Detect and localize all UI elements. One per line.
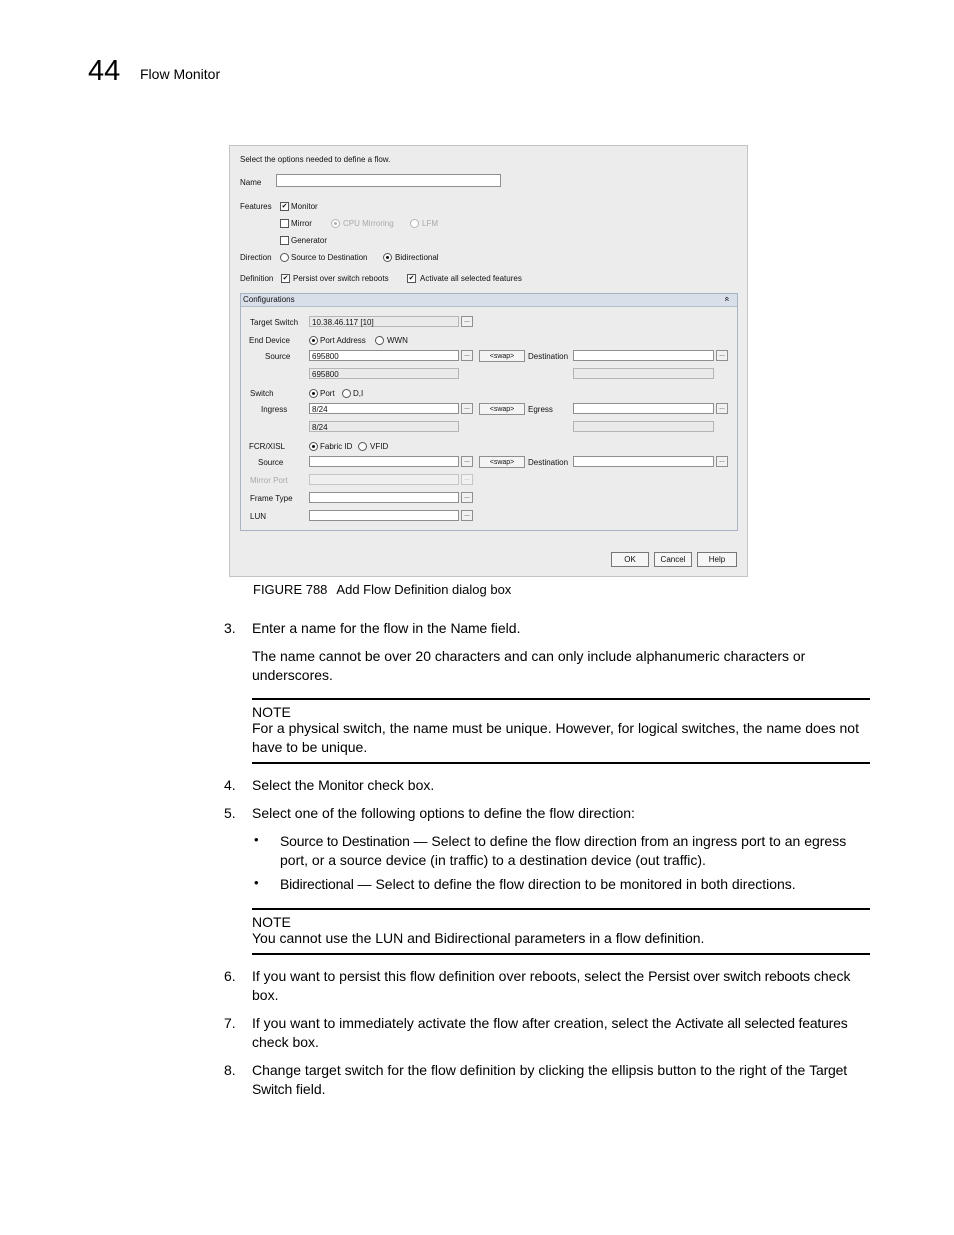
bullet: •: [254, 832, 259, 847]
bullet-bidirectional: Bidirectional — Select to define the flow direction to be monitored in both directions.: [280, 876, 796, 892]
fabric-id-label: Fabric ID: [320, 442, 353, 451]
swap-button[interactable]: <swap>: [479, 403, 525, 415]
cpu-mirroring-radio: [331, 219, 340, 228]
note-text: For a physical switch, the name must be unique. However, for logical switches, the name does not have to be unique.: [252, 720, 859, 755]
swap-button[interactable]: <swap>: [479, 456, 525, 468]
switch-label: Switch: [250, 389, 274, 398]
dialog-intro: Select the options needed to define a flow.: [240, 155, 391, 164]
source-input[interactable]: 695800: [309, 350, 459, 361]
fcr-source-ellipsis-button[interactable]: ...: [461, 456, 473, 467]
add-flow-definition-dialog: [229, 145, 748, 577]
frame-type-ellipsis-button[interactable]: ...: [461, 492, 473, 503]
note-bottom-rule: [252, 762, 870, 764]
step-number: 6.: [224, 968, 236, 984]
bullet-source-to-destination: Source to Destination — Select to define the flow direction from an ingress port to an egress port, or a source device (in traffic) to a destination device (out traffic).: [280, 833, 847, 868]
step-number: 4.: [224, 777, 236, 793]
port-address-label: Port Address: [320, 336, 366, 345]
activate-checkbox[interactable]: ✔: [408, 275, 415, 282]
destination-label: Destination: [528, 352, 569, 361]
fcr-source-label: Source: [258, 458, 284, 467]
source-to-destination-label: Source to Destination: [291, 253, 368, 262]
cpu-mirroring-label: CPU Mirroring: [343, 219, 394, 228]
step-3-text: Enter a name for the flow in the Name field.: [252, 620, 521, 636]
bidirectional-label: Bidirectional: [395, 253, 439, 262]
lun-input[interactable]: [309, 510, 459, 521]
help-button[interactable]: Help: [697, 552, 737, 567]
ingress-input[interactable]: 8/24: [309, 403, 459, 414]
ingress-resolved-field: 8/24: [309, 421, 459, 432]
wwn-radio[interactable]: [375, 336, 384, 345]
source-ellipsis-button[interactable]: ...: [461, 350, 473, 361]
target-switch-ellipsis-button[interactable]: ...: [461, 316, 473, 327]
destination-ellipsis-button[interactable]: ...: [716, 350, 728, 361]
target-switch-field: 10.38.46.117 [10]: [309, 316, 459, 327]
egress-resolved-field: [573, 421, 714, 432]
frame-type-input[interactable]: [309, 492, 459, 503]
generator-checkbox[interactable]: [280, 236, 289, 245]
note-bottom-rule: [252, 953, 870, 955]
step-3-detail: The name cannot be over 20 characters and can only include alphanumeric characters or underscores.: [252, 648, 806, 683]
vfid-radio[interactable]: [358, 442, 367, 451]
ingress-ellipsis-button[interactable]: ...: [461, 403, 473, 414]
egress-ellipsis-button[interactable]: ...: [716, 403, 728, 414]
step-8-text: Change target switch for the flow definition by clicking the ellipsis button to the right of the Target Switch field.: [252, 1062, 847, 1097]
monitor-checkbox[interactable]: ✔: [281, 203, 288, 210]
name-input[interactable]: [276, 174, 501, 187]
monitor-label: Monitor: [291, 202, 318, 211]
ingress-label: Ingress: [261, 405, 288, 414]
destination-input[interactable]: [573, 350, 714, 361]
step-5-text: Select one of the following options to define the flow direction:: [252, 805, 635, 821]
step-number: 5.: [224, 805, 236, 821]
note-heading: NOTE: [252, 704, 291, 720]
fcr-source-input[interactable]: [309, 456, 459, 467]
note-top-rule: [252, 908, 870, 910]
lun-ellipsis-button[interactable]: ...: [461, 510, 473, 521]
di-label: D,I: [353, 389, 364, 398]
bullet: •: [254, 875, 259, 890]
egress-label: Egress: [528, 405, 553, 414]
mirror-checkbox[interactable]: [280, 219, 289, 228]
source-to-destination-radio[interactable]: [280, 253, 289, 262]
frame-type-label: Frame Type: [250, 494, 293, 503]
step-number: 7.: [224, 1015, 236, 1031]
figure-title: Add Flow Definition dialog box: [336, 582, 512, 597]
features-label: Features: [240, 202, 272, 211]
name-label: Name: [240, 178, 262, 187]
fabric-id-radio[interactable]: [309, 442, 318, 451]
step-number: 3.: [224, 620, 236, 636]
mirror-port-label: Mirror Port: [250, 476, 288, 485]
port-address-radio[interactable]: [309, 336, 318, 345]
configurations-title: Configurations: [243, 295, 295, 304]
step-number: 8.: [224, 1062, 236, 1078]
port-label: Port: [320, 389, 335, 398]
fcr-xisl-label: FCR/XISL: [249, 442, 286, 451]
swap-button[interactable]: <swap>: [479, 350, 525, 362]
figure-number: FIGURE 788: [253, 582, 328, 597]
vfid-label: VFID: [370, 442, 389, 451]
source-label: Source: [265, 352, 291, 361]
configurations-panel: [240, 293, 738, 531]
step-7-text: If you want to immediately activate the flow after creation, select the Activate all selected features check box.: [252, 1015, 848, 1050]
activate-label: Activate all selected features: [420, 274, 522, 283]
note-top-rule: [252, 698, 870, 700]
ok-button[interactable]: OK: [611, 552, 649, 567]
persist-label: Persist over switch reboots: [293, 274, 389, 283]
generator-label: Generator: [291, 236, 328, 245]
end-device-label: End Device: [249, 336, 290, 345]
cancel-button[interactable]: Cancel: [654, 552, 692, 567]
chapter-title: Flow Monitor: [140, 66, 221, 82]
mirror-label: Mirror: [291, 219, 312, 228]
configurations-header[interactable]: [241, 294, 737, 307]
destination-resolved-field: [573, 368, 714, 379]
mirror-port-input: [309, 474, 459, 485]
note-text: You cannot use the LUN and Bidirectional parameters in a flow definition.: [252, 930, 705, 946]
source-resolved-field: 695800: [309, 368, 459, 379]
lfm-radio: [410, 219, 419, 228]
fcr-destination-ellipsis-button[interactable]: ...: [716, 456, 728, 467]
chapter-number: 44: [88, 55, 121, 87]
port-radio[interactable]: [309, 389, 318, 398]
wwn-label: WWN: [387, 336, 408, 345]
target-switch-label: Target Switch: [250, 318, 299, 327]
definition-label: Definition: [240, 274, 274, 283]
note-heading: NOTE: [252, 914, 291, 930]
bidirectional-radio[interactable]: [383, 253, 392, 262]
lun-label: LUN: [250, 512, 267, 521]
egress-input[interactable]: [573, 403, 714, 414]
figure-caption: [253, 582, 511, 597]
step-4-text: Select the Monitor check box.: [252, 777, 435, 793]
di-radio[interactable]: [342, 389, 351, 398]
lfm-label: LFM: [422, 219, 438, 228]
persist-checkbox[interactable]: ✔: [282, 275, 289, 282]
fcr-destination-input[interactable]: [573, 456, 714, 467]
collapse-icon[interactable]: «: [722, 296, 733, 302]
direction-label: Direction: [240, 253, 272, 262]
step-6-text: If you want to persist this flow definition over reboots, select the Persist over switch reboots check box.: [252, 968, 851, 1003]
mirror-port-ellipsis-button: ...: [461, 474, 473, 485]
fcr-destination-label: Destination: [528, 458, 569, 467]
